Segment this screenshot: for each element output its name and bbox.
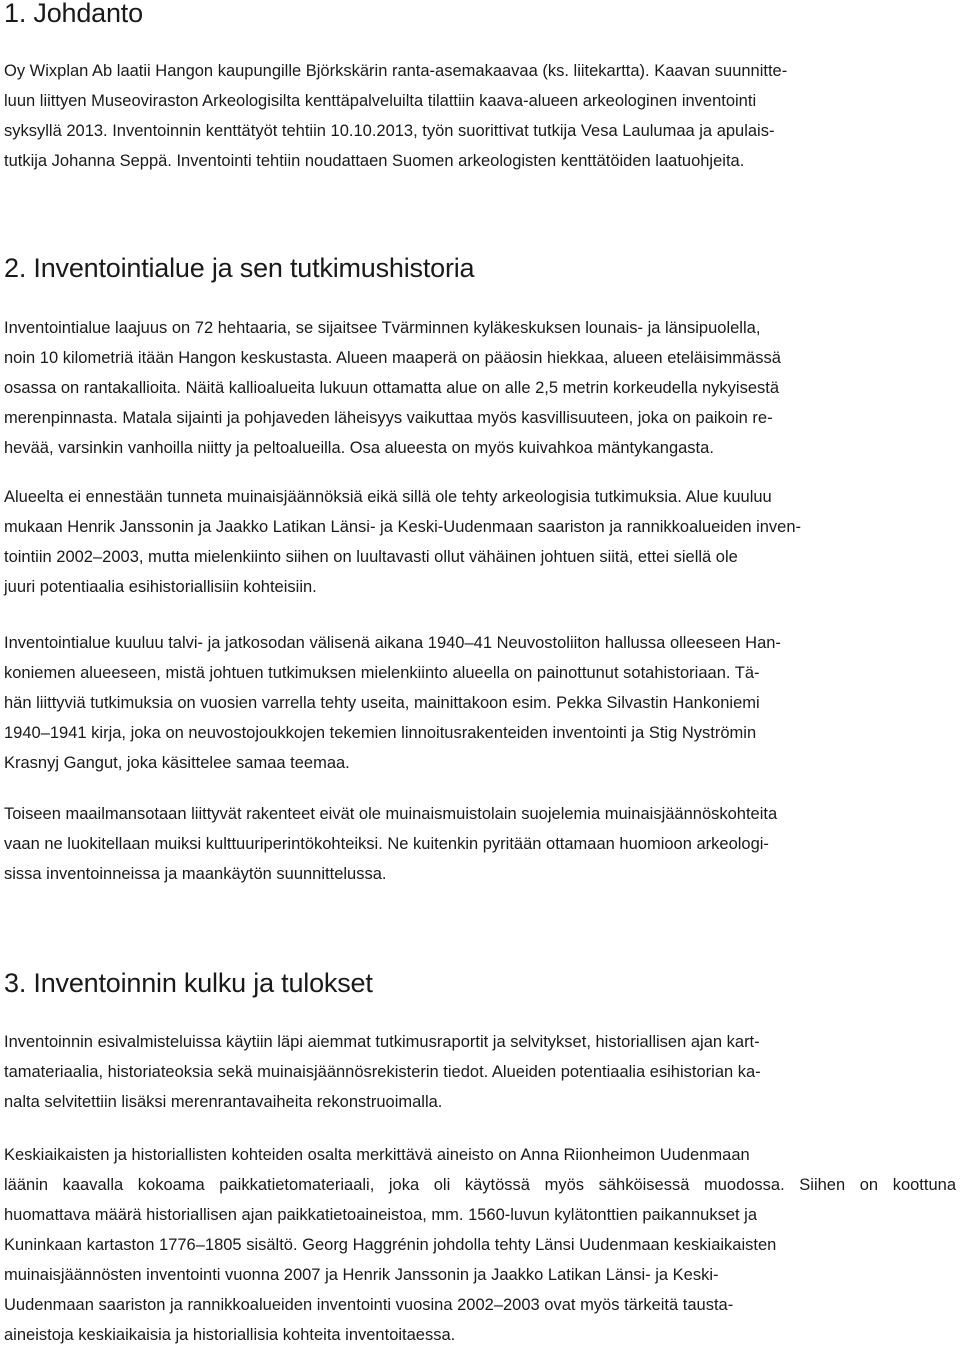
text-line: sissa inventoinneissa ja maankäytön suunnittelussa. xyxy=(4,865,387,883)
text-line: Kuninkaan kartaston 1776–1805 sisältö. Georg Haggrénin johdolla tehty Länsi Uudenmaan keskiaikaisten xyxy=(4,1236,777,1254)
paragraph xyxy=(4,1140,956,1350)
text-line: merenpinnasta. Matala sijainti ja pohjaveden läheisyys vaikuttaa myös kasvillisuuteen, joka on paikoin re- xyxy=(4,409,773,427)
paragraph xyxy=(4,482,956,602)
text-line: luun liittyen Museoviraston Arkeologisilta kenttäpalveluilta tilattiin kaava-alueen arkeologinen inventointi xyxy=(4,92,757,110)
paragraph xyxy=(4,799,956,889)
text-line: osassa on rantakallioita. Näitä kallioalueita lukuun ottamatta alue on alle 2,5 metrin korkeudella nykyisestä xyxy=(4,379,780,397)
text-line: läänin kaavalla kokoama paikkatietomateriaali, joka oli käytössä myös sähköisessä muodossa. Siihen on koottuna xyxy=(4,1176,956,1194)
text-line: tamateriaalia, historiateoksia sekä muinaisjäännösrekisterin tiedot. Alueiden potentiaalia esihistorian ka- xyxy=(4,1063,761,1081)
paragraph xyxy=(4,628,956,778)
text-line: vaan ne luokitellaan muiksi kulttuuriperintökohteiksi. Ne kuitenkin pyritään ottamaan huomioon arkeologi- xyxy=(4,835,769,853)
text-line: koniemen alueeseen, mistä johtuen tutkimuksen mielenkiinto alueella on painottunut sotahistoriaan. Tä- xyxy=(4,664,760,682)
text-line: juuri potentiaalia esihistoriallisiin kohteisiin. xyxy=(4,578,317,596)
paragraph xyxy=(4,1027,956,1117)
text-line: Inventoinnin esivalmisteluissa käytiin läpi aiemmat tutkimusraportit ja selvitykset, historiallisen ajan kart- xyxy=(4,1033,760,1051)
text-line: mukaan Henrik Janssonin ja Jaakko Latikan Länsi- ja Keski-Uudenmaan saariston ja rannikkoalueiden inven- xyxy=(4,518,802,536)
section-heading-inventointialue: 2. Inventointialue ja sen tutkimushistoria xyxy=(4,253,475,283)
text-line: Alueelta ei ennestään tunneta muinaisjäännöksiä eikä sillä ole tehty arkeologisia tutkimuksia. Alue kuuluu xyxy=(4,488,772,506)
text-line: Inventointialue laajuus on 72 hehtaaria, se sijaitsee Tvärminnen kyläkeskuksen lounais- ja länsipuolella, xyxy=(4,319,761,337)
section-heading-inventoinnin-kulku: 3. Inventoinnin kulku ja tulokset xyxy=(4,968,373,998)
paragraph xyxy=(4,313,956,463)
text-line: Krasnyj Gangut, joka käsittelee samaa teemaa. xyxy=(4,754,350,772)
text-line: tutkija Johanna Seppä. Inventointi tehtiin noudattaen Suomen arkeologisten kenttätöiden laatuohjeita. xyxy=(4,152,745,170)
text-line: 1940–1941 kirja, joka on neuvostojoukkojen tekemien linnoitusrakenteiden inventointi ja Stig Nyströmin xyxy=(4,724,757,742)
text-line: hevää, varsinkin vanhoilla niitty ja peltoalueilla. Osa alueesta on myös kuivahkoa mäntykangasta. xyxy=(4,439,714,457)
text-line: Uudenmaan saariston ja rannikkoalueiden inventointi vuosina 2002–2003 ovat myös tärkeitä tausta- xyxy=(4,1296,734,1314)
text-line: huomattava määrä historiallisen ajan paikkatietoaineistoa, mm. 1560-luvun kylätonttien paikannukset ja xyxy=(4,1206,758,1224)
text-line: Toiseen maailmansotaan liittyvät rakenteet eivät ole muinaismuistolain suojelemia muinaisjäännöskohteita xyxy=(4,805,778,823)
text-line: Keskiaikaisten ja historiallisten kohteiden osalta merkittävä aineisto on Anna Riionheimon Uudenmaan xyxy=(4,1146,750,1164)
paragraph xyxy=(4,56,956,176)
text-line: Oy Wixplan Ab laatii Hangon kaupungille Björkskärin ranta-asemakaavaa (ks. liitekartta). Kaavan suunnitte- xyxy=(4,62,788,80)
text-line: muinaisjäännösten inventointi vuonna 2007 ja Henrik Janssonin ja Jaakko Latikan Länsi- ja Keski- xyxy=(4,1266,719,1284)
text-line: syksyllä 2013. Inventoinnin kenttätyöt tehtiin 10.10.2013, työn suorittivat tutkija Vesa Laulumaa ja apulais- xyxy=(4,122,775,140)
text-line: nalta selvitettiin lisäksi merenrantavaiheita rekonstruoimalla. xyxy=(4,1093,443,1111)
text-line: noin 10 kilometriä itään Hangon keskustasta. Alueen maaperä on pääosin hiekkaa, alueen eteläisimmässä xyxy=(4,349,781,367)
text-line: Inventointialue kuuluu talvi- ja jatkosodan välisenä aikana 1940–41 Neuvostoliiton hallussa olleeseen Han- xyxy=(4,634,781,652)
section-heading-johdanto: 1. Johdanto xyxy=(4,0,143,28)
text-line: aineistoja keskiaikaisia ja historiallisia kohteita inventoitaessa. xyxy=(4,1326,456,1344)
text-line: tointiin 2002–2003, mutta mielenkiinto siihen on luultavasti ollut vähäinen johtuen siitä, ettei siellä ole xyxy=(4,548,738,566)
text-line: hän liittyviä tutkimuksia on vuosien varrella tehty useita, mainittakoon esim. Pekka Silvastin Hankoniemi xyxy=(4,694,760,712)
